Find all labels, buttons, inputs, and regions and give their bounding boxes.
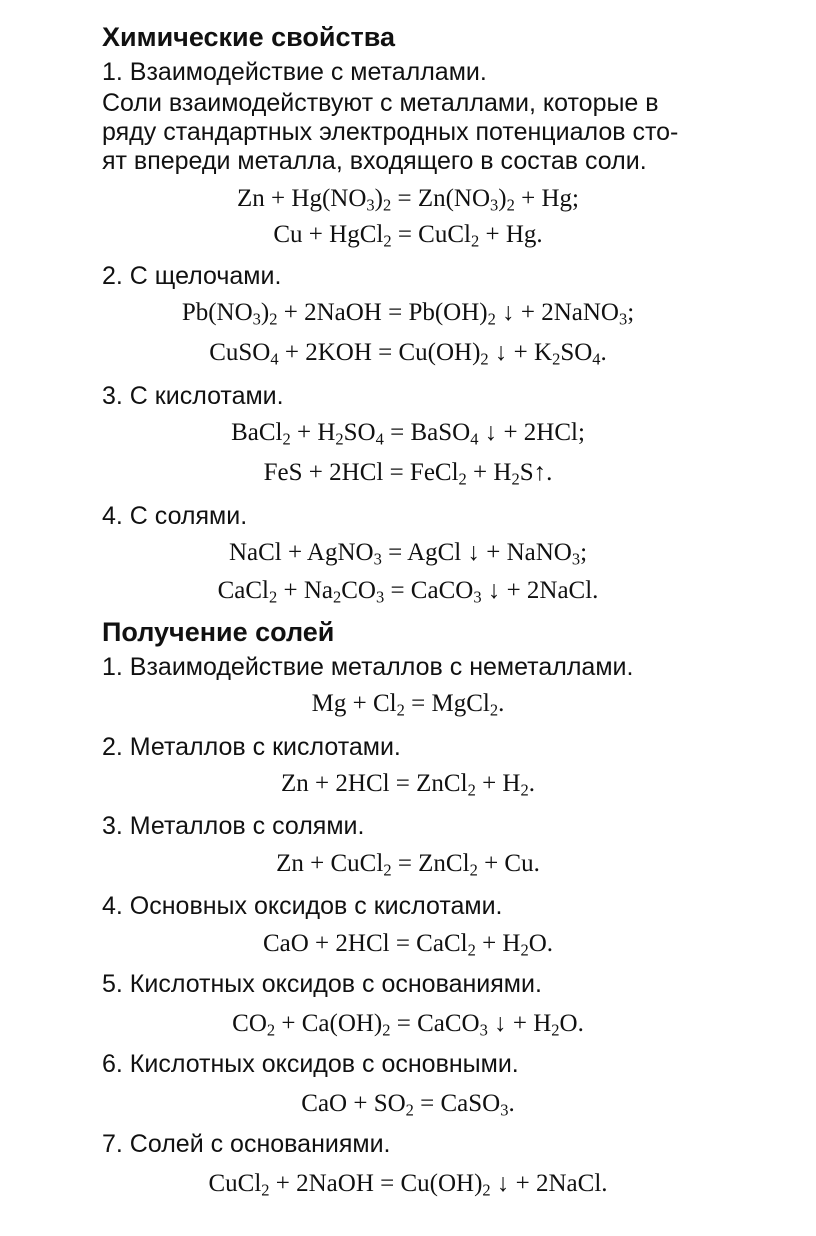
intro-line-2: ряду стандартных электродных потенциалов сто- xyxy=(102,118,679,146)
section-title-chemical-properties: Химические свойства xyxy=(102,22,396,52)
section-title-obtaining-salts: Получение солей xyxy=(102,617,335,647)
equation-cucl2-naoh: CuCl$_2$ + 2NaOH = $Cu(OH)_2$ ↓ + 2NaCl. xyxy=(208,1170,608,1200)
equation-zn-hcl: Zn + 2HCl = ZnCl$_2$ + $H_2$. xyxy=(281,770,535,800)
equation-fes-hcl: FeS + 2HCl = FeCl$_2$ + $H_2S↑$. xyxy=(263,459,553,489)
equation-zn-cucl2: Zn + CuCl$_2$ = ZnCl$_2$ + Cu. xyxy=(276,850,540,880)
equation-zn-hgno3: $Zn + Hg(NO_3)_2 = Zn(NO_3)_2 + Hg$; xyxy=(237,185,579,215)
equation-nacl-agno3: NaCl + AgNO$_3$ = AgCl ↓ + NaNO$_3$; xyxy=(228,539,588,569)
item-metals-acids: 2. Металлов с кислотами. xyxy=(102,733,401,761)
item-salts-bases: 7. Солей с основаниями. xyxy=(102,1130,391,1158)
intro-line-1: Соли взаимодействуют с металлами, которые в xyxy=(102,89,659,117)
equation-cao-hcl: CaO + 2HCl = CaCl$_2$ + $H_2O$. xyxy=(262,930,554,960)
equation-cuso4-koh: CuSO$_4$ + $2KOH = Cu(OH)_2$ ↓ + $K_2SO_4$. xyxy=(209,339,607,369)
item-acids: 3. С кислотами. xyxy=(102,382,284,410)
equation-cao-so2: CaO + $SO_2$ = CaSO$_3$. xyxy=(301,1090,515,1120)
item-metals-nonmetals: 1. Взаимодействие металлов с неметаллами. xyxy=(102,653,634,681)
item-acidic-oxides-bases: 5. Кислотных оксидов с основаниями. xyxy=(102,970,542,998)
item-acidic-basic-oxides: 6. Кислотных оксидов с основными. xyxy=(102,1050,519,1078)
intro-line-3: ят впереди металла, входящего в состав соли. xyxy=(102,147,647,175)
item-salts: 4. С солями. xyxy=(102,502,248,530)
equation-pbno3-naoh: $Pb(NO_3)_2$ + 2NaOH = $Pb(OH)_2$ ↓ + 2NaNO$_3$; xyxy=(181,299,635,329)
item-metals-salts: 3. Металлов с солями. xyxy=(102,812,365,840)
item-metals: 1. Взаимодействие с металлами. xyxy=(102,58,487,86)
item-alkalis: 2. С щелочами. xyxy=(102,262,282,290)
equation-bacl2-h2so4: BaCl$_2$ + $H_2SO_4$ = BaSO$_4$ ↓ + 2HCl; xyxy=(231,419,585,449)
equation-mg-cl2: $Mg + Cl_2$ = MgCl$_2$. xyxy=(311,690,505,720)
equation-cu-hgcl2: Cu + HgCl$_2$ = CuCl$_2$ + Hg. xyxy=(273,221,543,251)
equation-co2-caoh2: $CO_2 + Ca(OH)_2$ = CaCO$_3$ ↓ + $H_2O$. xyxy=(232,1010,584,1040)
item-basic-oxides-acids: 4. Основных оксидов с кислотами. xyxy=(102,892,503,920)
equation-cacl2-na2co3: CaCl$_2$ + $Na_2CO_3$ = CaCO$_3$ ↓ + 2NaCl. xyxy=(217,577,599,607)
